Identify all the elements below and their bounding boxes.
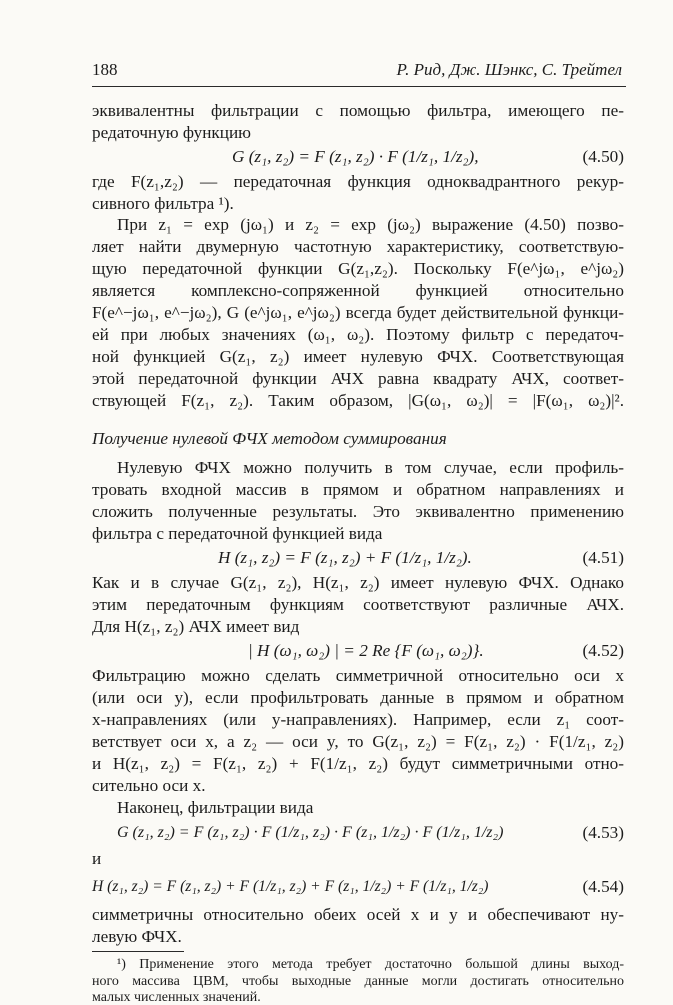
- text-line: ветствует оси x, a z₂ — оси y, то G(z₁, z₂) = F(z₁, z₂) · F(1/z₁, z₂): [92, 732, 624, 751]
- text-line: эквивалентны фильтрации с помощью фильтра, имеющего пе-: [92, 101, 624, 120]
- equation-4-51: H (z₁, z₂) = F (z₁, z₂) + F (1/z₁, 1/z₂).: [218, 548, 472, 567]
- text-line: Фильтрацию можно сделать симметричной относительно оси x: [92, 666, 624, 685]
- equation-4-52: | H (ω₁, ω₂) | = 2 Re {F (ω₁, ω₂)}.: [248, 641, 484, 660]
- text-line: Как и в случае G(z₁, z₂), H(z₁, z₂) имеет нулевую ФЧХ. Однако: [92, 573, 624, 592]
- text-line: Наконец, фильтрации вида: [117, 798, 314, 817]
- section-heading: Получение нулевой ФЧХ методом суммирования: [92, 429, 447, 448]
- text-line: щую передаточной функции G(z₁,z₂). Поскольку F(e^jω₁, e^jω₂): [92, 259, 624, 278]
- text-line: этой передаточной функции АЧХ равна квадрату АЧХ, соответ-: [92, 369, 624, 388]
- footnote-rule: [92, 951, 184, 952]
- equation-number: (4.54): [582, 877, 624, 896]
- text-line: фильтра с передаточной функцией вида: [92, 524, 383, 543]
- text-line: F(e^−jω₁, e^−jω₂), G (e^jω₁, e^jω₂) всегда будет действительной функци-: [92, 303, 624, 322]
- equation-number: (4.51): [582, 548, 624, 567]
- footnote-line: ¹) Применение этого метода требует достаточно большой длины выход-: [117, 957, 624, 972]
- text-line: где F(z₁,z₂) — передаточная функция одноквадрантного рекур-: [92, 172, 624, 191]
- footnote-line: ного массива ЦВМ, чтобы выходные данные могли достигать относительно: [92, 974, 624, 989]
- text-line: левую ФЧХ.: [92, 927, 182, 946]
- text-line: сложить полученные результаты. Это эквивалентно применению: [92, 502, 624, 521]
- text-line: сительно оси x.: [92, 776, 206, 795]
- equation-4-54: H (z₁, z₂) = F (z₁, z₂) + F (1/z₁, z₂) + F (z₁, 1/z₂) + F (1/z₁, 1/z₂): [92, 878, 489, 895]
- page-number: 188: [92, 60, 118, 79]
- text-line: Для H(z₁, z₂) АЧХ имеет вид: [92, 617, 300, 636]
- equation-number: (4.52): [582, 641, 624, 660]
- text-line: и H(z₁, z₂) = F(z₁, z₂) + F(1/z₁, z₂) будут симметричными отно-: [92, 754, 624, 773]
- footnote-text: малых численных значений.: [92, 990, 261, 1005]
- text-line: ей при любых значениях (ω₁, ω₂). Поэтому фильтр с передаточ-: [92, 325, 624, 344]
- text-line: ствующей F(z₁, z₂). Таким образом, |G(ω₁, ω₂)| = |F(ω₁, ω₂)|².: [92, 391, 624, 410]
- footnote-line: [92, 981, 624, 1005]
- equation-4-50: G (z₁, z₂) = F (z₁, z₂) · F (1/z₁, 1/z₂),: [232, 147, 479, 166]
- text-line: При z₁ = exp (jω₁) и z₂ = exp (jω₂) выражение (4.50) позво-: [117, 215, 624, 234]
- text-line: и: [92, 849, 102, 868]
- running-header: [92, 60, 624, 84]
- text-line: сивного фильтра ¹).: [92, 194, 234, 213]
- equation-number: (4.53): [582, 823, 624, 842]
- text-line: ляет найти двумерную частотную характеристику, соответствую-: [92, 237, 624, 256]
- equation-number: (4.50): [582, 147, 624, 166]
- text-line: этим передаточным функциям соответствуют различные АЧХ.: [92, 595, 624, 614]
- running-head-authors: Р. Рид, Дж. Шэнкс, С. Трейтел: [396, 60, 622, 79]
- text-line: тровать входной массив в прямом и обратном направлениях и: [92, 480, 624, 499]
- text-line: (или оси y), если профильтровать данные в прямом и обратном: [92, 688, 624, 707]
- text-line: x-направлениях (или y-направлениях). Например, если z₁ соот-: [92, 710, 624, 729]
- equation-4-53: G (z₁, z₂) = F (z₁, z₂) · F (1/z₁, z₂) · F (z₁, 1/z₂) · F (1/z₁, 1/z₂): [117, 824, 504, 841]
- text-line: является комплексно-сопряженной функцией относительно: [92, 281, 624, 300]
- header-rule: [92, 86, 626, 87]
- text-line: Нулевую ФЧХ можно получить в том случае, если профиль-: [117, 458, 624, 477]
- text-line: редаточную функцию: [92, 123, 252, 142]
- text-line: симметричны относительно обеих осей x и y и обеспечивают ну-: [92, 905, 624, 924]
- text-line: ной функцией G(z₁, z₂) имеет нулевую ФЧХ. Соответствующая: [92, 347, 624, 366]
